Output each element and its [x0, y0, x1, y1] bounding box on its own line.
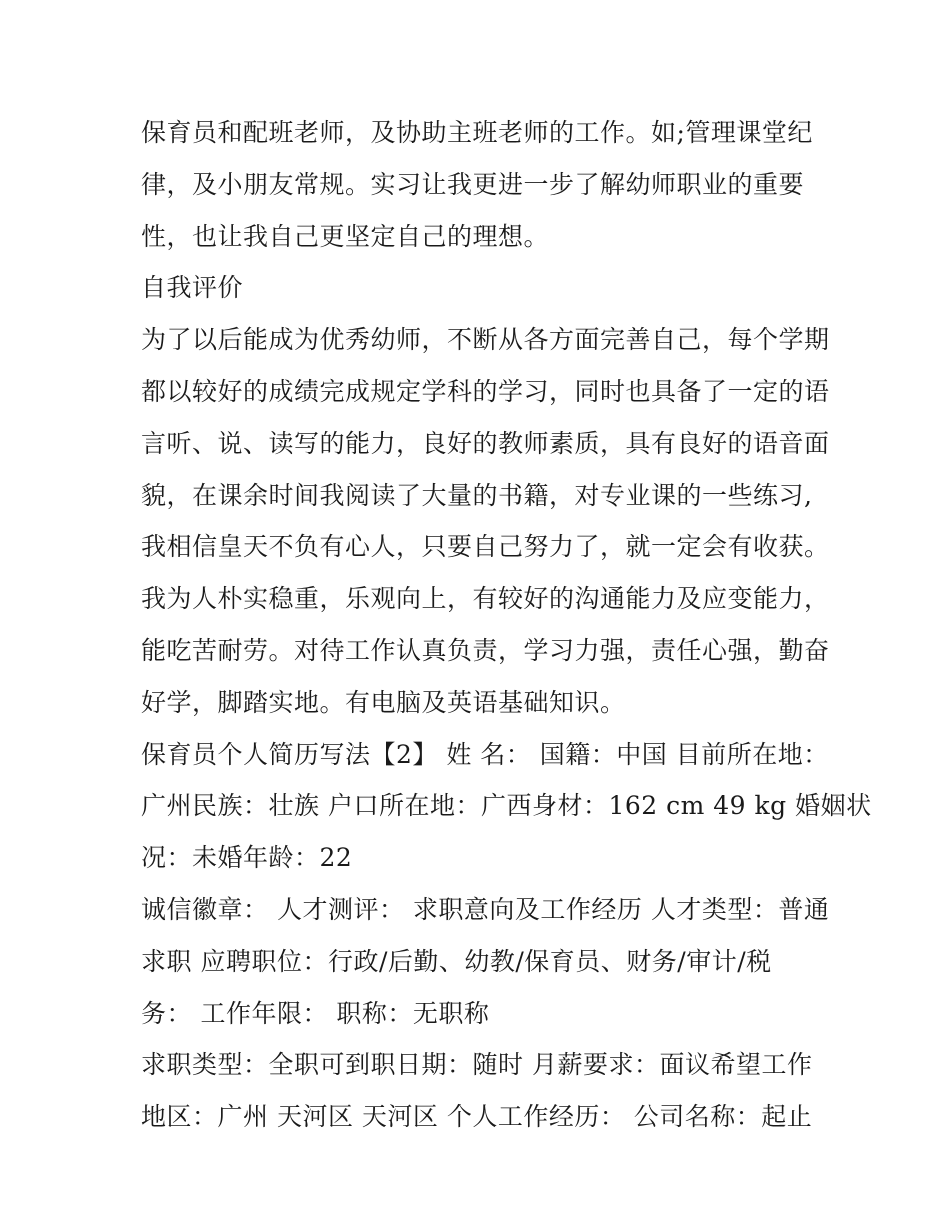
- text-line: 言听、说、读写的能力，良好的教师素质，具有良好的语音面: [141, 428, 830, 458]
- document-body: [141, 107, 872, 1143]
- text-line: 好学，脚踏实地。有电脑及英语基础知识。: [141, 687, 626, 717]
- text-line: 地区：广州 天河区 天河区 个人工作经历： 公司名称：起止: [141, 1102, 813, 1132]
- text-line: 能吃苦耐劳。对待工作认真负责，学习力强，责任心强，勤奋: [141, 635, 830, 665]
- text-line: 求职 应聘职位：行政/后勤、幼教/保育员、财务/审计/税: [141, 946, 772, 976]
- text-line: 为了以后能成为优秀幼师，不断从各方面完善自己，每个学期: [141, 325, 830, 355]
- text-line: 都以较好的成绩完成规定学科的学习，同时也具备了一定的语: [141, 376, 830, 406]
- text-line: 务： 工作年限： 职称：无职称: [141, 998, 490, 1028]
- text-line: 我相信皇天不负有心人，只要自己努力了，就一定会有收获。: [141, 532, 830, 562]
- text-line: 貌，在课余时间我阅读了大量的书籍，对专业课的一些练习,: [141, 480, 813, 510]
- text-line: 广州民族：壮族 户口所在地：广西身材：162 cm 49 kg 婚姻状: [141, 791, 872, 821]
- text-line: 性，也让我自己更坚定自己的理想。: [141, 221, 550, 251]
- text-line: 求职类型：全职可到职日期：随时 月薪要求：面议希望工作: [141, 1050, 813, 1080]
- text-line: 诚信徽章： 人才测评： 求职意向及工作经历 人才类型：普通: [141, 894, 830, 924]
- resume-heading-line: 保育员个人简历写法【2】 姓 名： 国籍：中国 目前所在地：: [141, 739, 829, 769]
- text-line: 律，及小朋友常规。实习让我更进一步了解幼师职业的重要: [141, 169, 805, 199]
- text-line: 我为人朴实稳重，乐观向上，有较好的沟通能力及应变能力，: [141, 584, 830, 614]
- text-line: 保育员和配班老师，及协助主班老师的工作。如;管理课堂纪: [141, 118, 813, 147]
- section-heading-self-evaluation: 自我评价: [141, 273, 244, 303]
- text-line: 况：未婚年龄：22: [141, 843, 353, 873]
